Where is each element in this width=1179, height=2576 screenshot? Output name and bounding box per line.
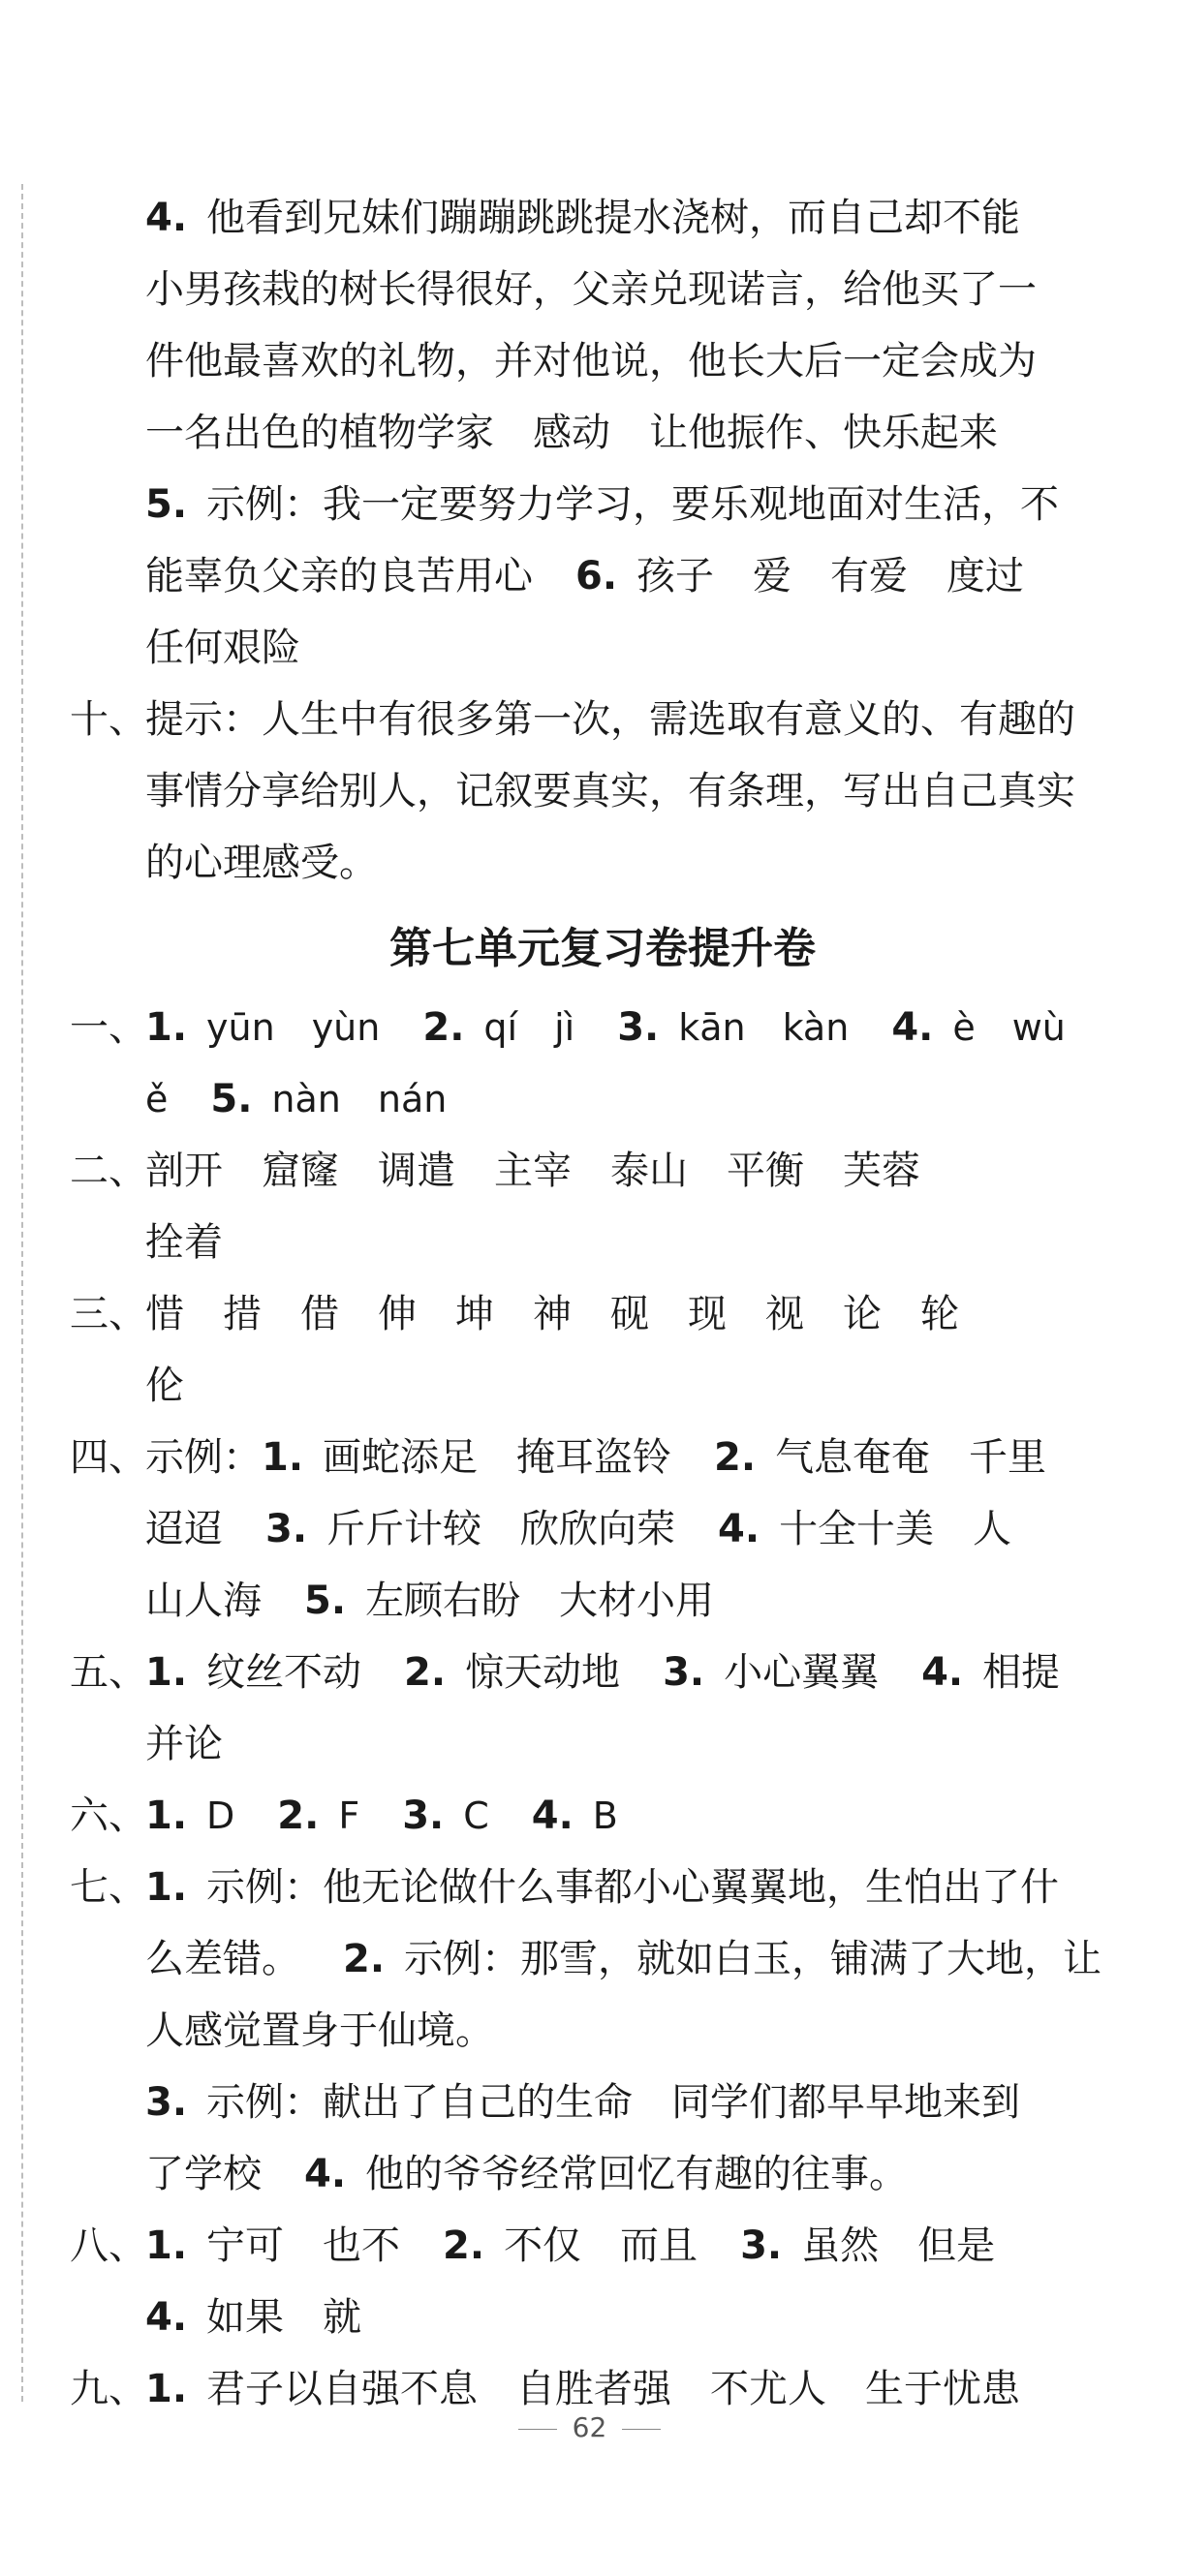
- item-number: 3.: [402, 1794, 445, 1838]
- item-number: 1.: [262, 1435, 304, 1480]
- item-number: 2.: [714, 1435, 757, 1480]
- text-line: 小男孩栽的树长得很好，父亲兑现诺言，给他买了一: [145, 267, 1037, 312]
- section-marker: 三、: [70, 1292, 147, 1336]
- pinyin-answer: è wù: [952, 1006, 1066, 1049]
- text-line: [145, 2067, 1135, 2138]
- text: 示例：: [145, 1435, 262, 1480]
- text: 他看到兄妹们蹦蹦跳跳提水浇树，而自己却不能: [206, 196, 1021, 240]
- section-marker: 六、: [70, 1794, 147, 1838]
- item-number: 2.: [443, 2223, 485, 2268]
- item-number: 5.: [145, 482, 188, 527]
- text-line: [145, 1493, 1135, 1565]
- item-number: 4.: [921, 1650, 964, 1695]
- item-number: 1.: [145, 1650, 188, 1695]
- text-line: 事情分享给别人，记叙要真实，有条理，写出自己真实: [145, 769, 1075, 813]
- item-number: 1.: [145, 2367, 188, 2411]
- text-line: 的心理感受。: [145, 841, 378, 885]
- item-number: 2.: [404, 1650, 447, 1695]
- section-marker: 七、: [70, 1865, 147, 1910]
- item-number: 3.: [663, 1650, 705, 1695]
- item-number: 4.: [891, 1005, 934, 1050]
- text-line: 剖开 窟窿 调遣 主宰 泰山 平衡 芙蓉: [145, 1149, 920, 1193]
- text-line: 并论: [145, 1722, 223, 1766]
- text-line: 伦: [145, 1364, 184, 1408]
- text: 示例：我一定要努力学习，要乐观地面对生活，不: [206, 482, 1060, 527]
- text: 相提: [982, 1650, 1061, 1695]
- text-line: [145, 1780, 1135, 1852]
- text: 画蛇添足 掩耳盗铃: [323, 1435, 672, 1480]
- item-number: 4.: [718, 1507, 760, 1551]
- item-number: 3.: [265, 1507, 308, 1551]
- section-1: [70, 992, 1135, 1135]
- text-line: [145, 540, 1135, 612]
- pinyin-answer: qí jì: [483, 1006, 575, 1049]
- item-number: 5.: [210, 1077, 253, 1121]
- text: 了学校: [145, 2152, 262, 2196]
- text-line: 提示：人生中有很多第一次，需选取有意义的、有趣的: [145, 697, 1075, 742]
- text-line: 人感觉置身于仙境。: [145, 2009, 494, 2053]
- section-8: [70, 2210, 1135, 2353]
- answer-content: [70, 182, 1135, 2425]
- item-number: 4.: [304, 2152, 347, 2196]
- section-marker: 九、: [70, 2367, 147, 2411]
- section-marker: 八、: [70, 2223, 147, 2268]
- item-number: 1.: [145, 1794, 188, 1838]
- text-line: [145, 2138, 1135, 2210]
- section-4: [70, 1422, 1135, 1637]
- section-5: [70, 1637, 1135, 1780]
- text-line: [145, 469, 1135, 540]
- text: 示例：那雪，就如白玉，铺满了大地，让: [404, 1937, 1102, 1981]
- item-number: 1.: [145, 2223, 188, 2268]
- text: 纹丝不动: [206, 1650, 362, 1695]
- choice-answer: F: [338, 1794, 360, 1837]
- section-title: 第七单元复习卷提升卷: [389, 924, 816, 973]
- text: 君子以自强不息 自胜者强 不尤人 生于忧患: [206, 2367, 1021, 2411]
- text-line: [145, 1923, 1135, 1995]
- text-line: 拴着: [145, 1220, 223, 1265]
- text-line: [145, 1422, 1135, 1493]
- text-line: [145, 992, 1135, 1063]
- text-line: [145, 182, 1135, 254]
- text: 气息奄奄 千里: [775, 1435, 1047, 1480]
- section-marker: 十、: [70, 697, 147, 742]
- footer-dash-left: [518, 2429, 557, 2430]
- item-number: 2.: [343, 1937, 386, 1981]
- text: 惊天动地: [465, 1650, 621, 1695]
- text-line: [145, 1063, 1135, 1135]
- item-number: 4.: [145, 2295, 188, 2340]
- text-line: 件他最喜欢的礼物，并对他说，他长大后一定会成为: [145, 339, 1037, 383]
- text-line: [145, 1852, 1135, 1923]
- item-number: 1.: [145, 1865, 188, 1910]
- pinyin-answer: yūn yùn: [206, 1006, 381, 1049]
- binding-margin-rule: [21, 184, 23, 2402]
- text: 不仅 而且: [504, 2223, 698, 2268]
- item-number: 1.: [145, 1005, 188, 1050]
- text-line: [145, 2210, 1135, 2282]
- answer-item-4: [70, 182, 1135, 469]
- text: 能辜负父亲的良苦用心: [145, 554, 533, 598]
- item-number: 4.: [145, 196, 188, 240]
- text: 如果 就: [206, 2295, 362, 2340]
- item-number: 2.: [422, 1005, 465, 1050]
- text-line: [145, 1565, 1135, 1637]
- text-line: 一名出色的植物学家 感动 让他振作、快乐起来: [145, 411, 998, 455]
- item-number: 3.: [740, 2223, 783, 2268]
- section-3: [70, 1278, 1135, 1422]
- page-footer: [0, 2411, 1179, 2443]
- page-number: 62: [572, 2411, 607, 2443]
- item-number: 3.: [617, 1005, 660, 1050]
- text: 示例：献出了自己的生命 同学们都早早地来到: [206, 2080, 1021, 2125]
- text: 宁可 也不: [206, 2223, 401, 2268]
- text: 迢迢: [145, 1507, 223, 1551]
- item-number: 3.: [145, 2080, 188, 2125]
- text: 十全十美 人: [779, 1507, 1012, 1551]
- section-marker: 四、: [70, 1435, 147, 1480]
- item-number: 5.: [304, 1579, 347, 1623]
- choice-answer: B: [592, 1794, 618, 1837]
- section-6: [70, 1780, 1135, 1852]
- text: 左顾右盼 大材小用: [365, 1579, 715, 1623]
- section-7: [70, 1852, 1135, 2210]
- item-number: 2.: [277, 1794, 320, 1838]
- section-marker: 一、: [70, 1005, 147, 1050]
- text: 斤斤计较 欣欣向荣: [326, 1507, 676, 1551]
- pinyin-answer: ě: [145, 1078, 169, 1120]
- text-line: 惜 措 借 伸 坤 神 砚 现 视 论 轮: [145, 1292, 959, 1336]
- item-number: 6.: [575, 554, 618, 598]
- text: 他的爷爷经常回忆有趣的往事。: [365, 2152, 909, 2196]
- footer-dash-right: [622, 2429, 661, 2430]
- text-line: [145, 1637, 1135, 1708]
- text: 示例：他无论做什么事都小心翼翼地，生怕出了什: [206, 1865, 1060, 1910]
- answer-item-5: [70, 469, 1135, 684]
- text: 山人海: [145, 1579, 262, 1623]
- text: 小心翼翼: [724, 1650, 880, 1695]
- item-number: 4.: [531, 1794, 574, 1838]
- text-line: [145, 2282, 1135, 2353]
- pinyin-answer: nàn nán: [271, 1078, 448, 1120]
- section-2: [70, 1135, 1135, 1278]
- section-marker: 二、: [70, 1149, 147, 1193]
- section-10: [70, 684, 1135, 899]
- choice-answer: D: [206, 1794, 235, 1837]
- section-marker: 五、: [70, 1650, 147, 1695]
- choice-answer: C: [463, 1794, 489, 1837]
- pinyin-answer: kān kàn: [678, 1006, 850, 1049]
- text-line: 任何艰险: [145, 626, 300, 670]
- text: 么差错。: [145, 1937, 300, 1981]
- text: 孩子 爱 有爱 度过: [636, 554, 1025, 598]
- text: 虽然 但是: [801, 2223, 996, 2268]
